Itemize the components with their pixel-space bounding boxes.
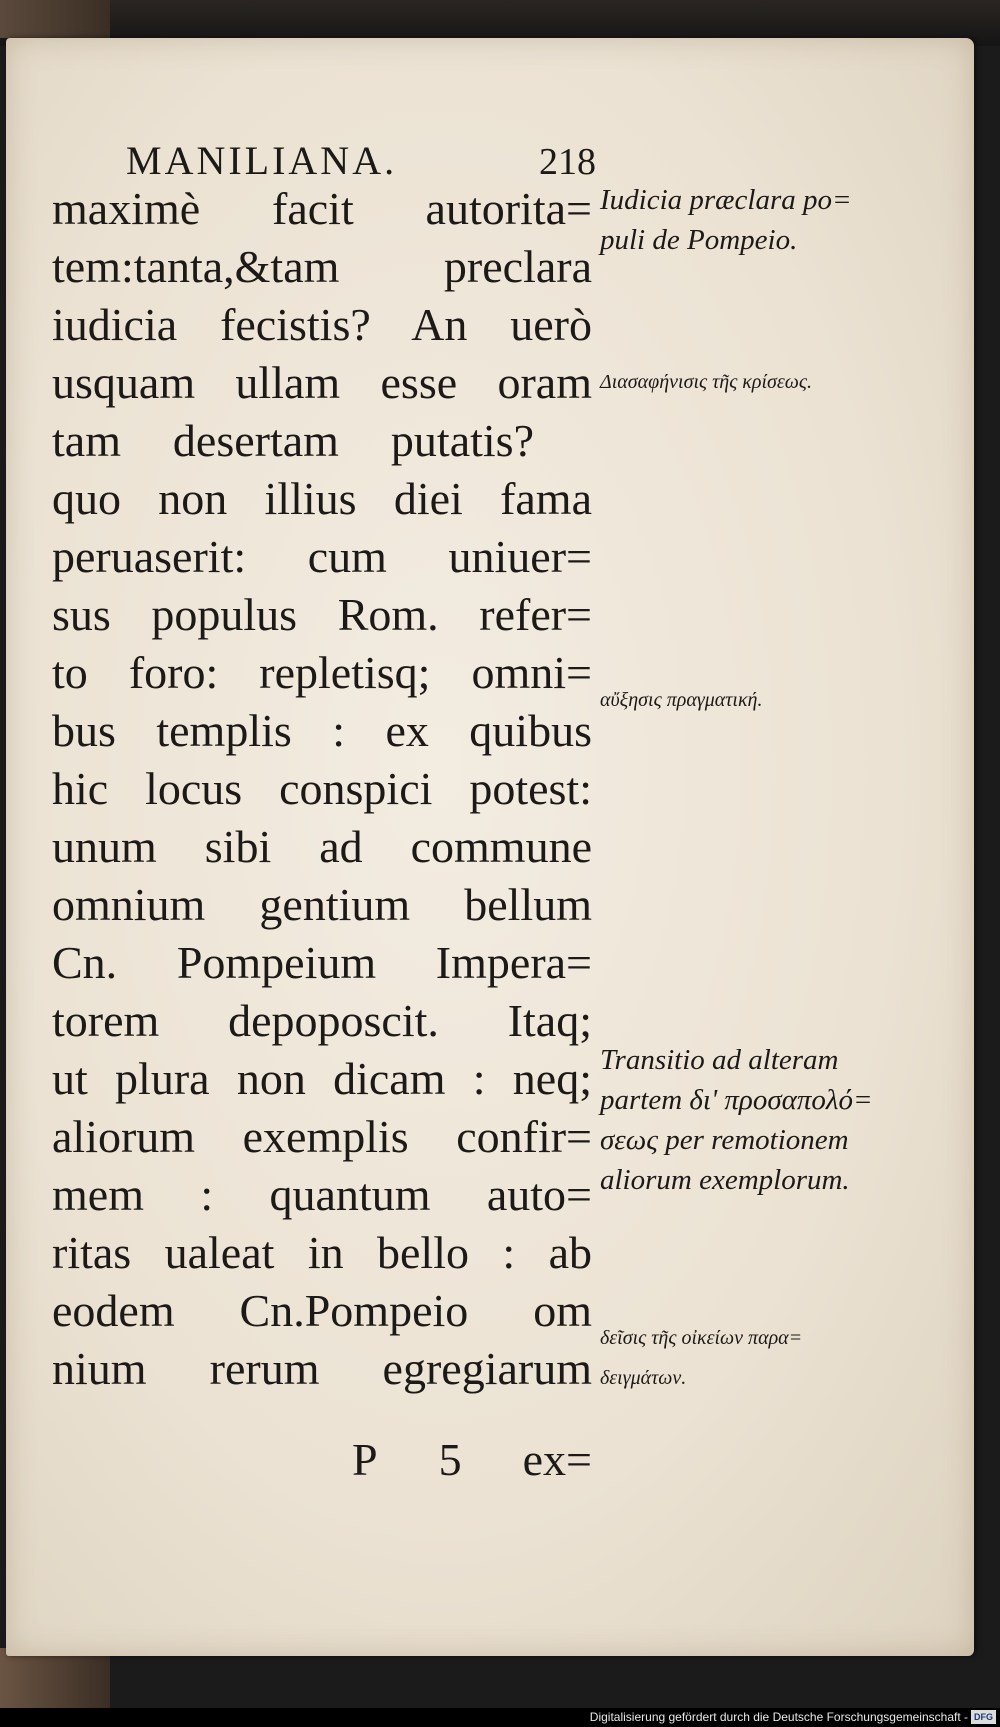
text-line: ritas ualeat in bello : ab xyxy=(52,1227,592,1278)
book-spine-bottom xyxy=(0,1648,110,1710)
text-line: hic locus conspici potest: xyxy=(52,763,592,814)
margin-note-line: δεῖσις τῆς οἰκείων παρα= xyxy=(600,1327,803,1349)
text-line: mem : quantum auto= xyxy=(52,1169,592,1220)
text-line: maximè facit autorita= xyxy=(52,183,592,234)
text-line: Cn. Pompeium Impera= xyxy=(52,937,592,988)
dfg-logo: DFG xyxy=(971,1710,996,1724)
margin-note-line: Transitio ad alteram xyxy=(600,1044,839,1076)
text-line: to foro: repletisq; omni= xyxy=(52,647,592,698)
text-line: torem depoposcit. Itaq; xyxy=(52,995,592,1046)
funding-credit: Digitalisierung gefördert durch die Deutsche Forschungsgemeinschaft - xyxy=(589,1710,968,1724)
signature-letter: P xyxy=(352,1434,378,1485)
text-line: bus templis : ex quibus xyxy=(52,705,592,756)
text-line: quo non illius diei fama xyxy=(52,473,592,524)
margin-note-line: puli de Pompeio. xyxy=(600,224,798,256)
text-line: nium rerum egregiarum xyxy=(52,1343,592,1394)
text-line: iudicia fecistis? An uerò xyxy=(52,299,592,350)
text-line: ut plura non dicam : neq; xyxy=(52,1053,592,1104)
margin-note-transitio xyxy=(600,1040,890,1200)
text-line: tam desertam putatis? xyxy=(52,415,534,466)
margin-note-auxesis xyxy=(600,680,890,720)
text-line: sus populus Rom. refer= xyxy=(52,589,592,640)
signature-number: 5 xyxy=(438,1434,462,1485)
book-spine-top xyxy=(0,0,110,38)
margin-note-line: aliorum exemplorum. xyxy=(600,1164,850,1196)
running-title: MANILIANA. xyxy=(126,138,398,183)
margin-note-line: σεως per remotionem xyxy=(600,1124,849,1156)
text-line: aliorum exemplis confir= xyxy=(52,1111,592,1162)
margin-note-diasaphenisis xyxy=(600,362,890,402)
margin-note-line: partem δι' προσαπολό= xyxy=(600,1084,873,1116)
text-line: usquam ullam esse oram xyxy=(52,357,592,408)
margin-note-line: δειγμάτων. xyxy=(600,1367,687,1389)
signature-line xyxy=(352,1433,592,1486)
margin-note-line: Iudicia præclara po= xyxy=(600,184,852,216)
margin-note-line: αὔξησις πραγματική. xyxy=(600,689,763,711)
margin-note-deisis xyxy=(600,1318,890,1398)
text-line: unum sibi ad commune xyxy=(52,821,592,872)
text-line: tem:tanta,&tam preclara xyxy=(52,241,592,292)
margin-note-iudicia xyxy=(600,180,890,260)
page-number: 218 xyxy=(539,141,596,183)
text-line: omnium gentium bellum xyxy=(52,879,592,930)
text-line: eodem Cn.Pompeio om xyxy=(52,1285,592,1336)
running-header xyxy=(126,137,596,184)
text-line: peruaserit: cum uniuer= xyxy=(52,531,592,582)
margin-note-line: Διασαφήνισις τῆς κρίσεως. xyxy=(600,371,813,393)
catchword: ex= xyxy=(522,1434,592,1485)
